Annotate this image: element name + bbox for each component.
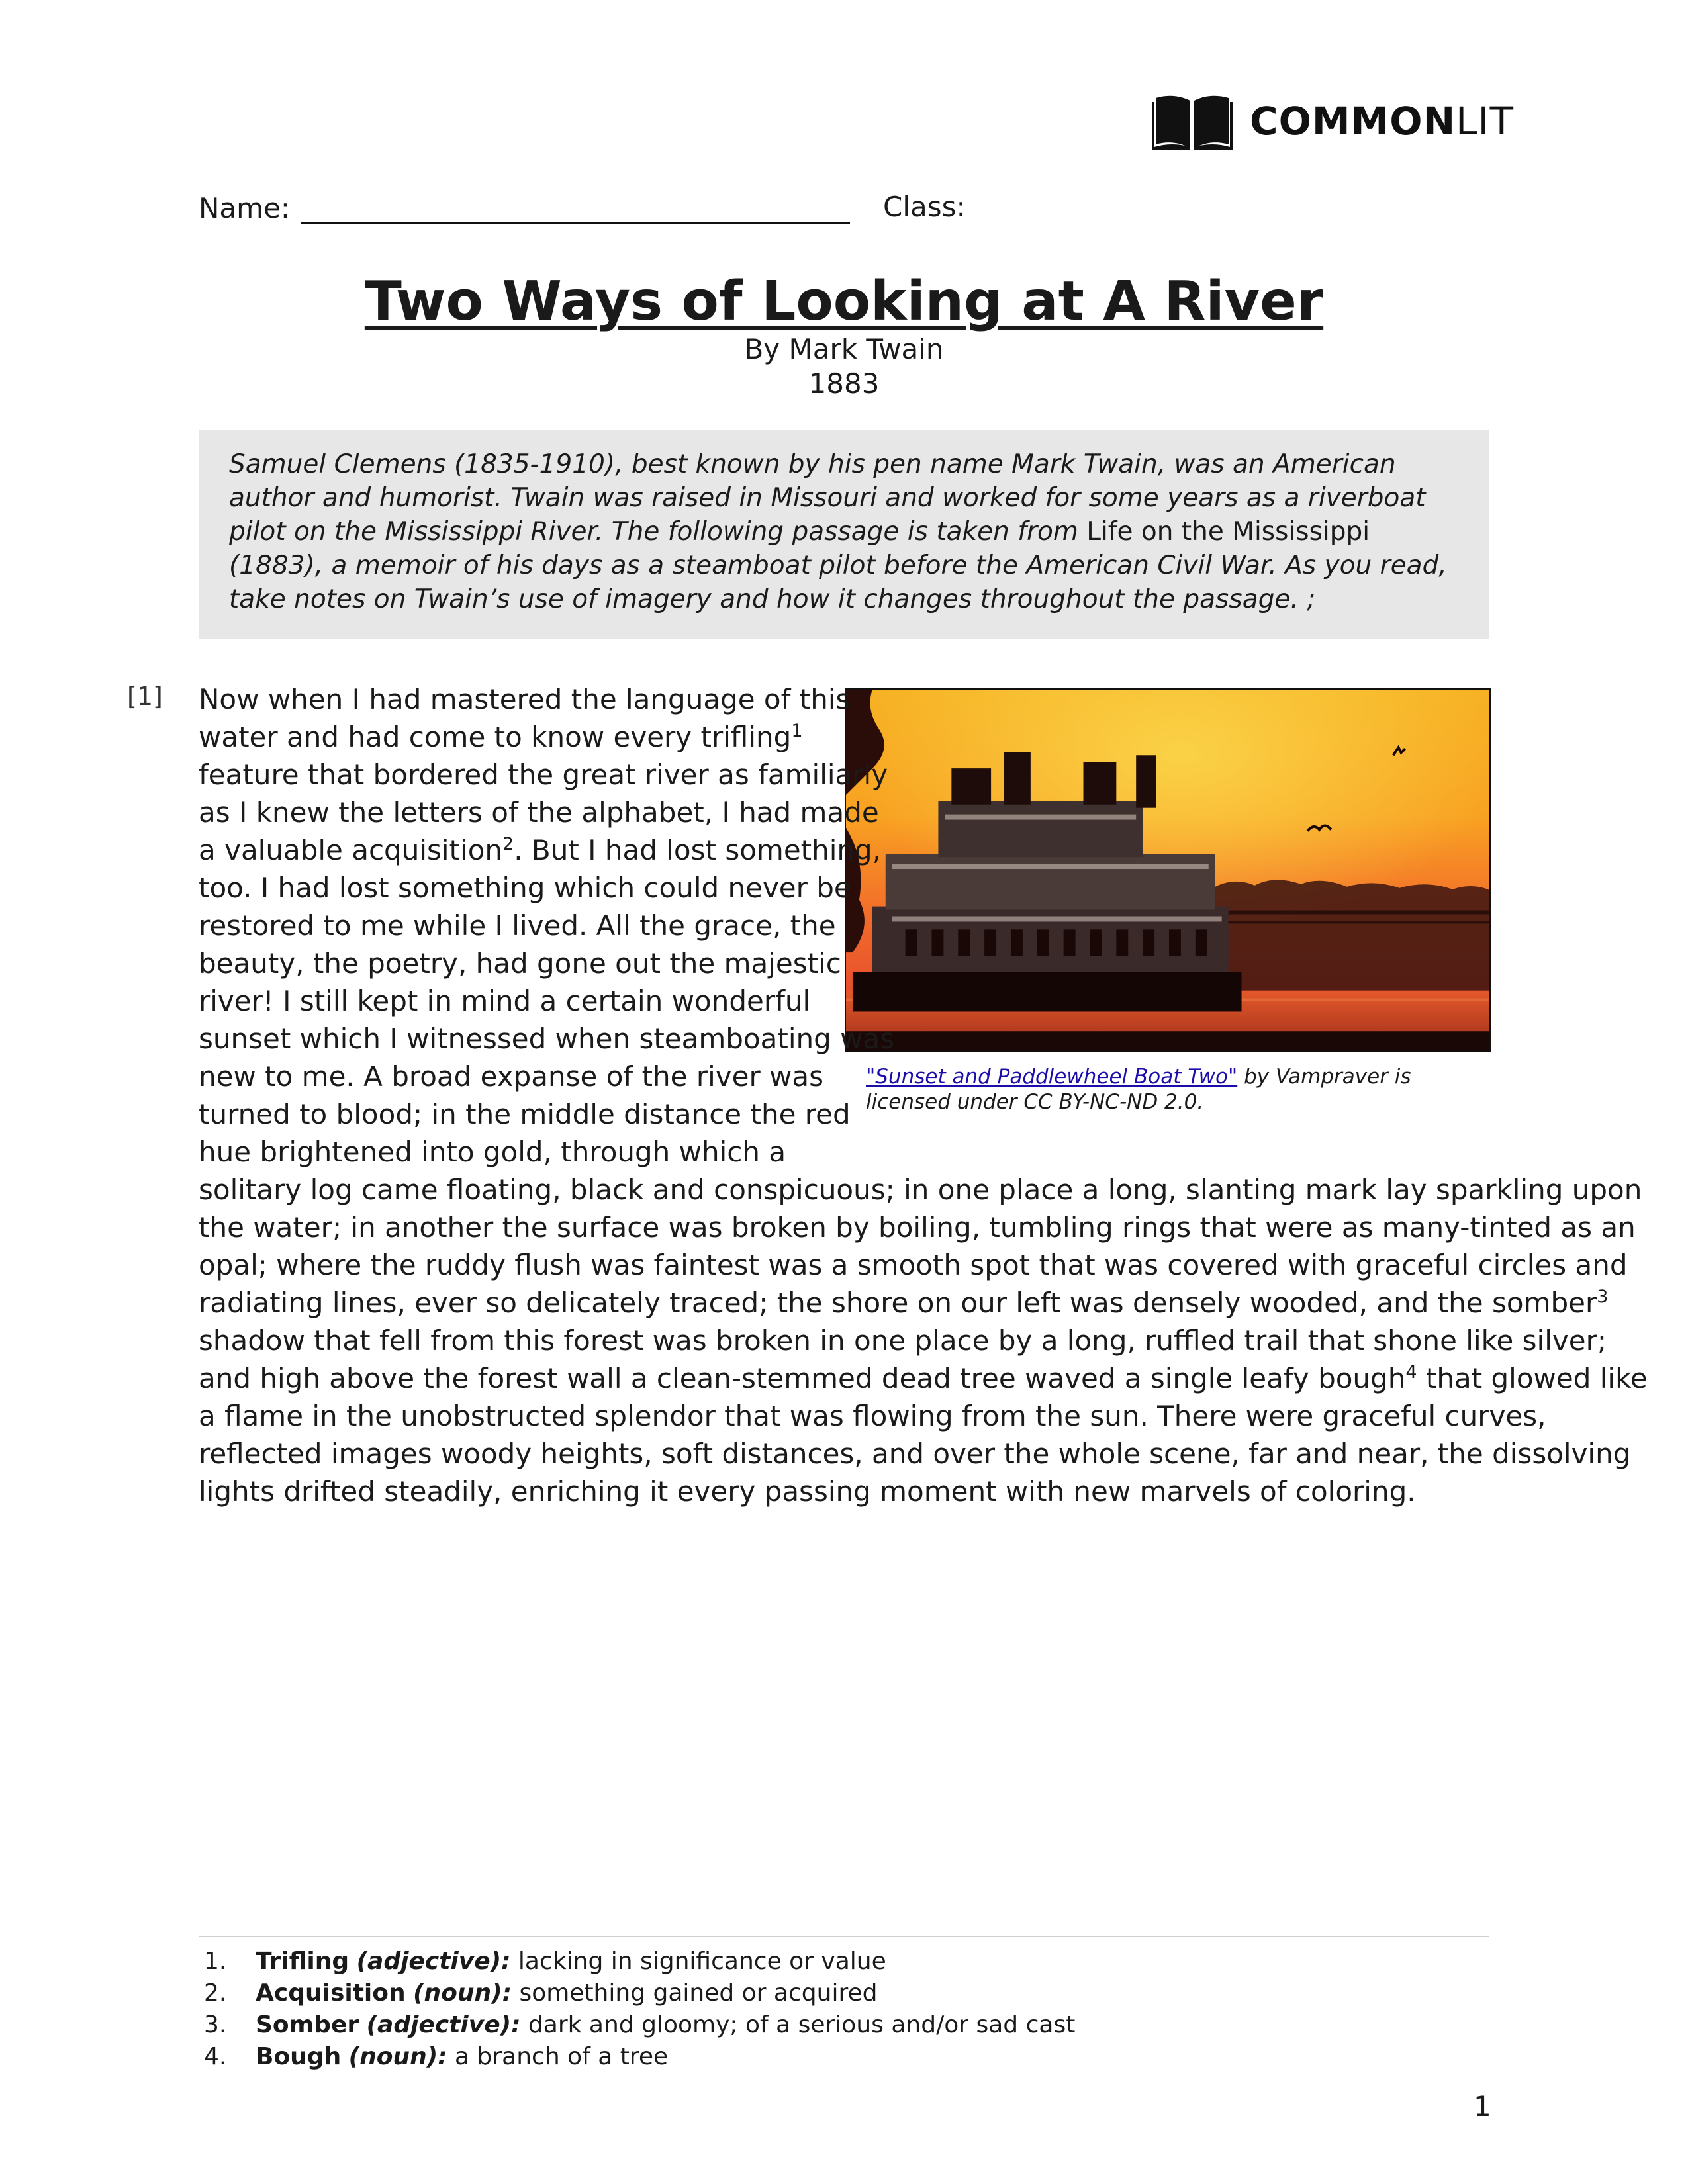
page-title: Two Ways of Looking at A River	[364, 270, 1324, 333]
passage-line	[199, 756, 888, 794]
passage-text: opal; where the ruddy flush was faintest was a smooth spot that was covered with graceful circles and	[199, 1249, 1628, 1281]
passage-text: lights drifted steadily, enriching it every passing moment with new marvels of coloring.	[199, 1475, 1416, 1508]
footnote-number: 1.	[204, 1948, 227, 1975]
passage-text: solitary log came floating, black and conspicuous; in one place a long, slanting mark lay sparkling upon	[199, 1173, 1642, 1206]
passage-text: . But I had lost something,	[514, 834, 882, 866]
passage-text: shadow that fell from this forest was broken in one place by a long, ruffled trail that shone like silver;	[199, 1324, 1607, 1357]
passage-text: restored to me while I lived. All the grace, the	[199, 909, 836, 942]
footnote-part-of-speech: (adjective):	[366, 2011, 521, 2038]
page-number: 1	[1474, 2090, 1491, 2122]
footnote-definition: a branch of a tree	[447, 2043, 669, 2070]
passage-line	[199, 1095, 851, 1133]
footnote-number: 2.	[204, 1979, 227, 2007]
author: By Mark Twain	[744, 333, 944, 365]
footnote-number: 4.	[204, 2043, 227, 2070]
passage-text: Now when I had mastered the language of this	[199, 683, 851, 715]
passage-line	[199, 794, 879, 831]
passage-text: feature that bordered the great river as familiarly	[199, 758, 888, 791]
passage-line	[199, 1397, 1546, 1435]
passage-line	[199, 982, 827, 1020]
passage-text: and high above the forest wall a clean-stemmed dead tree waved a single leafy bough	[199, 1362, 1406, 1394]
passage-text: beauty, the poetry, had gone out the majestic	[199, 947, 841, 979]
passage-line	[199, 1208, 1636, 1246]
passage-text: as I knew the letters of the alphabet, I had made	[199, 796, 879, 829]
passage-line	[199, 1171, 1642, 1208]
open-book-icon	[1152, 91, 1233, 151]
passage-text: the water; in another the surface was broken by boiling, tumbling rings that were as many-tinted as an	[199, 1211, 1636, 1244]
footnote-definition: lacking in significance or value	[510, 1948, 886, 1975]
passage-text: river! I still kept in mind a certain wonderful	[199, 985, 811, 1017]
passage-text: radiating lines, ever so delicately traced; the shore on our left was densely wooded, and the somber	[199, 1287, 1597, 1319]
footnotes	[199, 1946, 1489, 2073]
passage-text: sunset which I witnessed when steamboating was	[199, 1023, 895, 1055]
passage-line	[199, 1284, 1609, 1322]
name-field	[199, 191, 850, 224]
passage-line	[199, 1435, 1631, 1473]
byline	[0, 332, 1688, 401]
footnote-definition: something gained or acquired	[512, 1979, 878, 2007]
footnote-term: Somber	[256, 2011, 359, 2038]
footnote-item	[199, 1978, 1489, 2009]
passage-text: too. I had lost something which could never be	[199, 872, 851, 904]
footnote-part-of-speech: (adjective):	[356, 1948, 511, 1975]
class-label: Class:	[883, 191, 966, 223]
paddlewheel-boat-photo	[845, 688, 1491, 1052]
passage-text: hue brightened into gold, through which a	[199, 1136, 786, 1168]
passage-line	[199, 1020, 895, 1058]
figure-caption	[866, 1064, 1462, 1115]
footnote-part-of-speech: (noun):	[348, 2043, 447, 2070]
footnote-divider	[199, 1936, 1489, 1937]
passage-line	[199, 1322, 1607, 1359]
name-blank[interactable]	[301, 191, 850, 224]
passage-line	[199, 1133, 827, 1171]
passage-text: new to me. A broad expanse of the river was	[199, 1060, 824, 1093]
footnote-item	[199, 2009, 1489, 2041]
intro-box	[199, 430, 1489, 639]
commonlit-logo	[1152, 91, 1514, 151]
footnote-part-of-speech: (noun):	[413, 1979, 512, 2007]
footnote-term: Acquisition	[256, 1979, 406, 2007]
class-field	[883, 191, 1449, 223]
footnote-term: Bough	[256, 2043, 342, 2070]
name-label: Name:	[199, 192, 291, 224]
passage-line	[199, 1473, 1496, 1510]
passage-line	[199, 680, 851, 718]
passage-line	[199, 1058, 827, 1095]
footnote-item	[199, 2041, 1489, 2073]
year: 1883	[808, 367, 880, 400]
passage-narrow-column	[199, 680, 895, 1171]
paragraph-number: [1]	[127, 682, 163, 711]
passage-text: turned to blood; in the middle distance the red	[199, 1098, 851, 1130]
footnote-number: 3.	[204, 2011, 227, 2038]
logo-wordmark: COMMONLIT	[1250, 99, 1515, 144]
footnote-term: Trifling	[256, 1948, 350, 1975]
figure	[845, 688, 1491, 1115]
footnote-marker[interactable]: 4	[1405, 1362, 1417, 1383]
caption-license: by Vampraver is licensed under CC BY-NC-ND 2.0.	[866, 1065, 1411, 1114]
passage-line	[199, 907, 836, 944]
intro-text-after: (1883), a memoir of his days as a steamboat pilot before the American Civil War. As you read, take notes on Twain’s use of imagery and how it changes throughout the passage. ;	[229, 551, 1447, 614]
passage-line	[199, 1246, 1628, 1284]
caption-link[interactable]: "Sunset and Paddlewheel Boat Two"	[866, 1065, 1238, 1089]
passage-line	[199, 718, 827, 756]
footnote-marker[interactable]: 2	[502, 834, 514, 854]
passage-line	[199, 944, 841, 982]
passage-text: a flame in the unobstructed splendor that was flowing from the sun. There were graceful curves,	[199, 1400, 1546, 1432]
footnote-marker[interactable]: 1	[791, 721, 803, 741]
intro-text-before: Samuel Clemens (1835-1910), best known by his pen name Mark Twain, was an American author and humorist. Twain was raised in Missouri and worked for some years as a riverboat pilot on the Mississippi River. The following passage is taken from	[229, 449, 1426, 547]
passage-text: a valuable acquisition	[199, 834, 503, 866]
passage-line	[199, 831, 882, 869]
footnote-item	[199, 1946, 1489, 1978]
passage-line	[199, 869, 851, 907]
passage-text: water and had come to know every trifling	[199, 721, 792, 753]
passage-line	[199, 1359, 1648, 1397]
passage-full-width	[199, 1171, 1648, 1510]
footnote-definition: dark and gloomy; of a serious and/or sad cast	[520, 2011, 1076, 2038]
passage-text: reflected images woody heights, soft distances, and over the whole scene, far and near, the dissolving	[199, 1437, 1631, 1470]
footnote-marker[interactable]: 3	[1597, 1287, 1609, 1307]
intro-book-title: Life on the Mississippi	[1086, 517, 1370, 547]
passage-text: that glowed like	[1417, 1362, 1648, 1394]
